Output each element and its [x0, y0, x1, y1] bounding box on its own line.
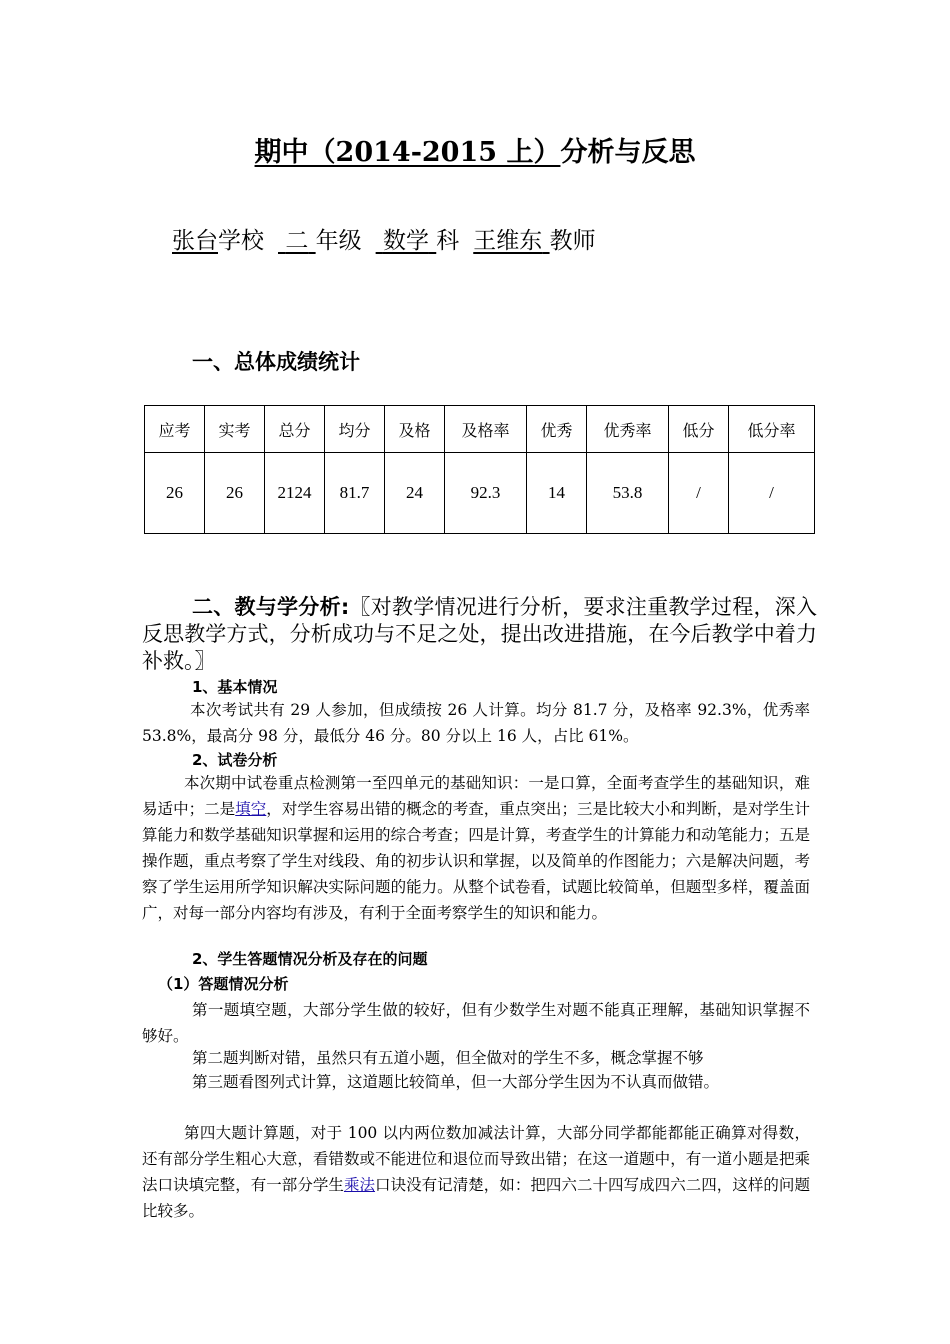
table-header-cell: 低分	[669, 406, 729, 453]
subject-value: 数学	[382, 228, 429, 254]
answers-heading: 2、学生答题情况分析及存在的问题	[192, 950, 428, 968]
section1-heading: 一、总体成绩统计	[192, 350, 360, 374]
school-value: 张台	[172, 228, 218, 254]
grade-label: 年级	[315, 228, 362, 254]
title-tail: 分析与反思	[560, 137, 696, 168]
table-cell: 24	[385, 453, 445, 534]
section2-heading: 二、教与学分析:	[192, 595, 350, 619]
table-header-cell: 应考	[145, 406, 205, 453]
multiplication-link[interactable]: 乘法	[343, 1176, 376, 1194]
byline	[172, 222, 596, 255]
answers-paragraph-4: 第四大题计算题，对于 100 以内两位数加减法计算，大部分同学都能都能正确算对得数，还有部分学生粗心大意，看错数或不能进位和退位而导致出错；在这一道题中，有一道小题是把乘法口诀填完整，有一部分学生乘法口诀没有记清楚，如：把四六二十四写成四六二四，这样的问题比较多。	[142, 1124, 810, 1220]
title-lead: 期中（2014-2015 上）	[254, 137, 561, 168]
table-cell: 81.7	[325, 453, 385, 534]
table-cell: 2124	[265, 453, 325, 534]
table-header-cell: 及格	[385, 406, 445, 453]
answers-paragraph-1: 第一题填空题，大部分学生做的较好，但有少数学生对题不能真正理解，基础知识掌握不够好。	[142, 1001, 810, 1045]
answers-subheading: （1）答题情况分析	[158, 975, 289, 993]
table-cell: 92.3	[445, 453, 527, 534]
table-header-cell: 总分	[265, 406, 325, 453]
grade-value: 二	[285, 228, 309, 254]
section2-intro	[142, 594, 817, 675]
table-cell: 26	[205, 453, 265, 534]
table-header-cell: 实考	[205, 406, 265, 453]
table-header-cell: 均分	[325, 406, 385, 453]
section2-intro-text: 〖对教学情况进行分析，要求注重教学过程，深入反思教学方式，分析成功与不足之处，提出改进措施，在今后教学中着力补救。〗	[142, 595, 817, 673]
teacher-label: 教师	[549, 228, 596, 254]
table-cell: 26	[145, 453, 205, 534]
table-header-row	[145, 406, 815, 453]
table-header-cell: 低分率	[729, 406, 815, 453]
table-header-cell: 优秀率	[587, 406, 669, 453]
paper-heading: 2、试卷分析	[192, 751, 278, 769]
subject-label: 科	[436, 228, 460, 254]
table-cell: 53.8	[587, 453, 669, 534]
school-label: 学校	[218, 228, 264, 254]
basic-heading: 1、基本情况	[192, 678, 278, 696]
table-cell: /	[669, 453, 729, 534]
fill-blank-link[interactable]: 填空	[235, 800, 267, 818]
basic-paragraph: 本次考试共有 29 人参加，但成绩按 26 人计算。均分 81.7 分，及格率 92.3%，优秀率 53.8%，最高分 98 分，最低分 46 分。80 分以上 16 人，占比 61%。	[142, 701, 810, 745]
table-cell: /	[729, 453, 815, 534]
table-header-cell: 优秀	[527, 406, 587, 453]
stats-table	[144, 405, 815, 534]
table-row	[145, 453, 815, 534]
answers-paragraph-2: 第二题判断对错，虽然只有五道小题，但全做对的学生不多，概念掌握不够	[192, 1049, 704, 1067]
table-cell: 14	[527, 453, 587, 534]
table-header-cell: 及格率	[445, 406, 527, 453]
answers-paragraph-3: 第三题看图列式计算，这道题比较简单，但一大部分学生因为不认真而做错。	[192, 1073, 720, 1091]
page-title	[0, 130, 950, 169]
paper-paragraph: 本次期中试卷重点检测第一至四单元的基础知识：一是口算，全面考查学生的基础知识，难易适中；二是填空，对学生容易出错的概念的考查，重点突出；三是比较大小和判断，是对学生计算能力和数学基础知识掌握和运用的综合考查；四是计算，考查学生的计算能力和动笔能力；五是操作题，重点考察了学生对线段、角的初步认识和掌握，以及简单的作图能力；六是解决问题，考察了学生运用所学知识解决实际问题的能力。从整个试卷看，试题比较简单，但题型多样，覆盖面广，对每一部分内容均有涉及，有利于全面考察学生的知识和能力。	[142, 774, 810, 922]
teacher-value: 王维东	[473, 228, 543, 254]
